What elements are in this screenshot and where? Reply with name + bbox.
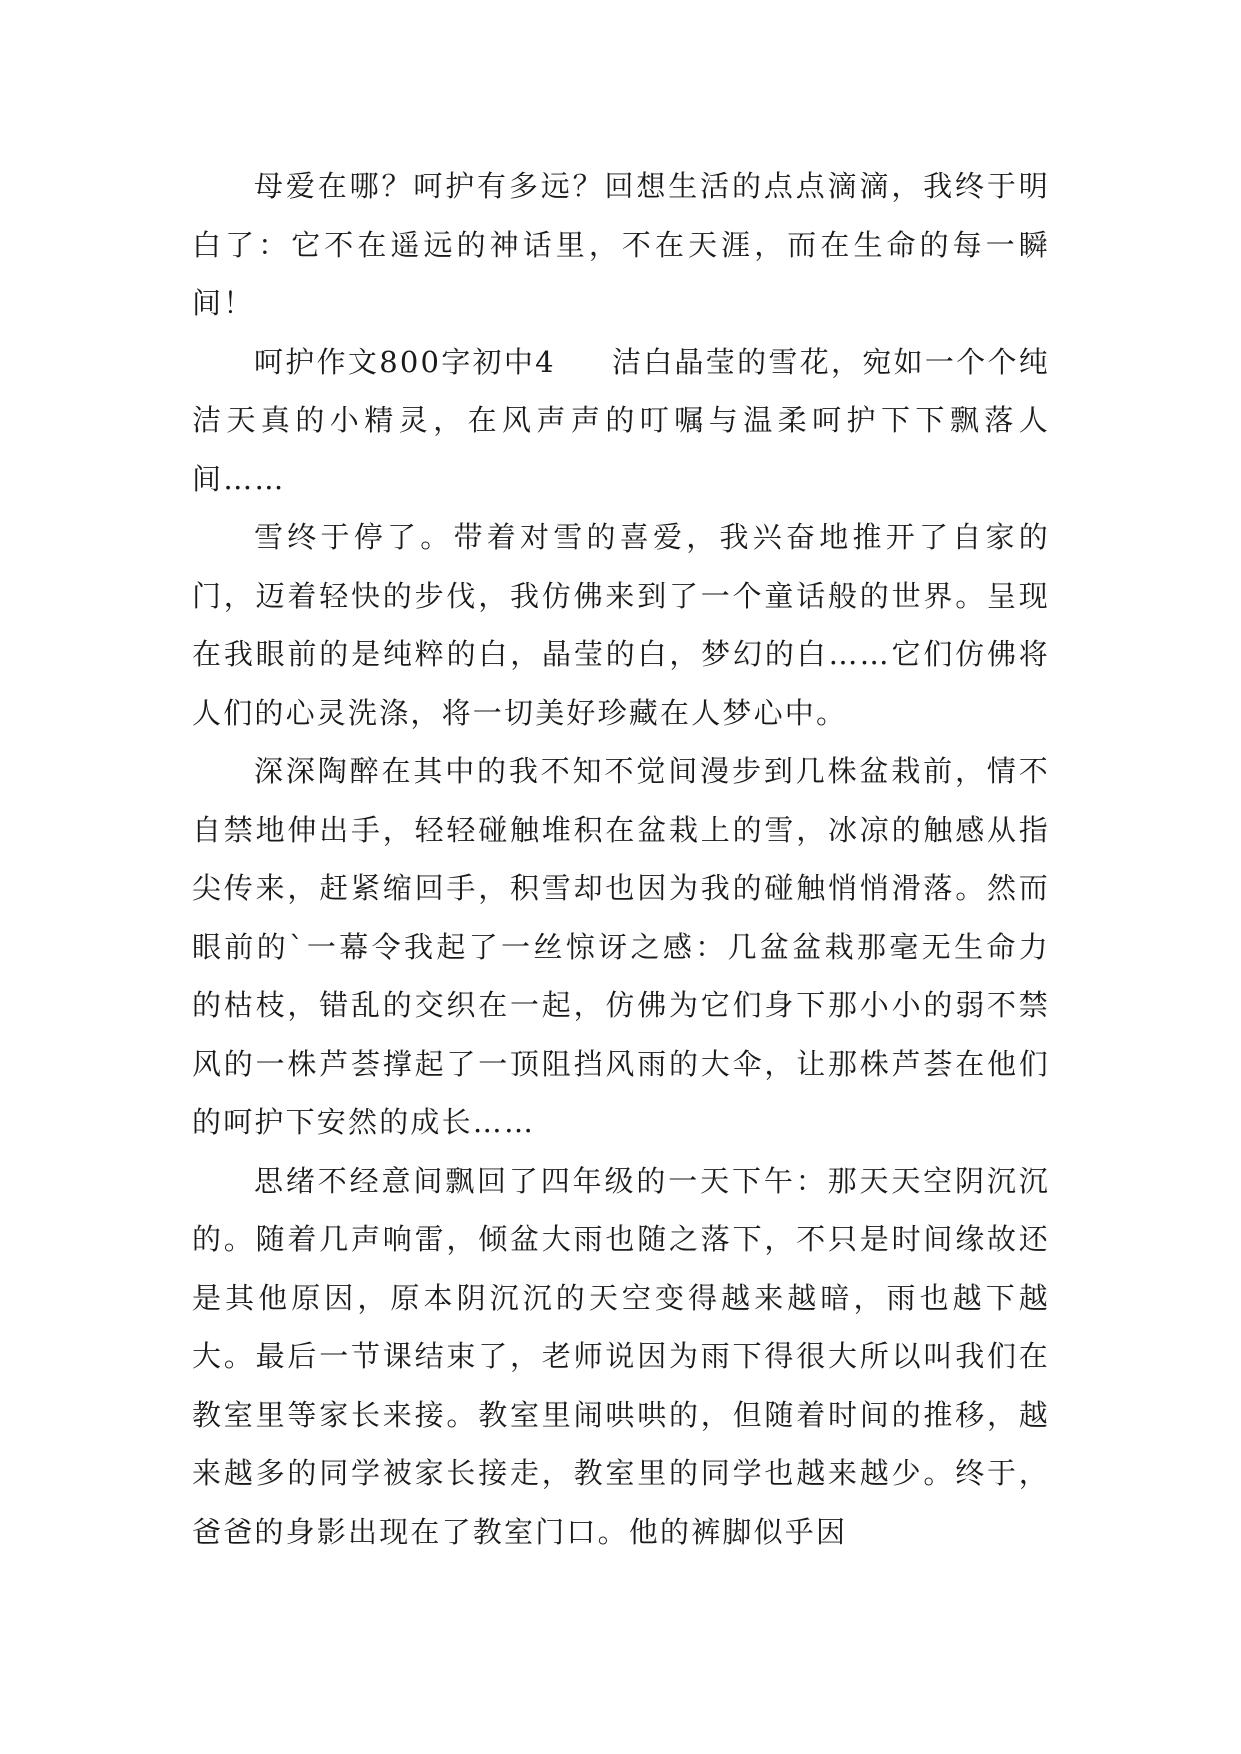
paragraph: 母爱在哪？呵护有多远？回想生活的点点滴滴，我终于明白了：它不在遥远的神话里，不在天涯，而在生命的每一瞬间！ xyxy=(192,169,1050,320)
paragraph: 雪终于停了。带着对雪的喜爱，我兴奋地推开了自家的门，迈着轻快的步伐，我仿佛来到了一个童话般的世界。呈现在我眼前的是纯粹的白，晶莹的白，梦幻的白……它们仿佛将人们的心灵洗涤，将一切美好珍藏在人梦心中。 xyxy=(192,520,1050,730)
paragraph-text: 洁白晶莹的雪花，宛如一个个纯洁天真的小精灵，在风声声的叮嘱与温柔呵护下下飘落人间…… xyxy=(192,344,1050,496)
paragraph-with-heading xyxy=(192,333,1050,509)
document-body xyxy=(192,157,1050,1561)
paragraph: 思绪不经意间飘回了四年级的一天下午：那天天空阴沉沉的。随着几声响雷，倾盆大雨也随之落下，不只是时间缘故还是其他原因，原本阴沉沉的天空变得越来越暗，雨也越下越大。最后一节课结束了，老师说因为雨下得很大所以叫我们在教室里等家长来接。教室里闹哄哄的，但随着时间的推移，越来越多的同学被家长接走，教室里的同学也越来越少。终于，爸爸的身影出现在了教室门口。他的裤脚似乎因 xyxy=(192,1163,1050,1549)
paragraph: 深深陶醉在其中的我不知不觉间漫步到几株盆栽前，情不自禁地伸出手，轻轻碰触堆积在盆栽上的雪，冰凉的触感从指尖传来，赶紧缩回手，积雪却也因为我的碰触悄悄滑落。然而眼前的`一幕令我起了一丝惊讶之感：几盆盆栽那毫无生命力的枯枝，错乱的交织在一起，仿佛为它们身下那小小的弱不禁风的一株芦荟撑起了一顶阻挡风雨的大伞，让那株芦荟在他们的呵护下安然的成长…… xyxy=(192,754,1050,1139)
essay-heading: 呵护作文800字初中4 xyxy=(254,344,556,379)
